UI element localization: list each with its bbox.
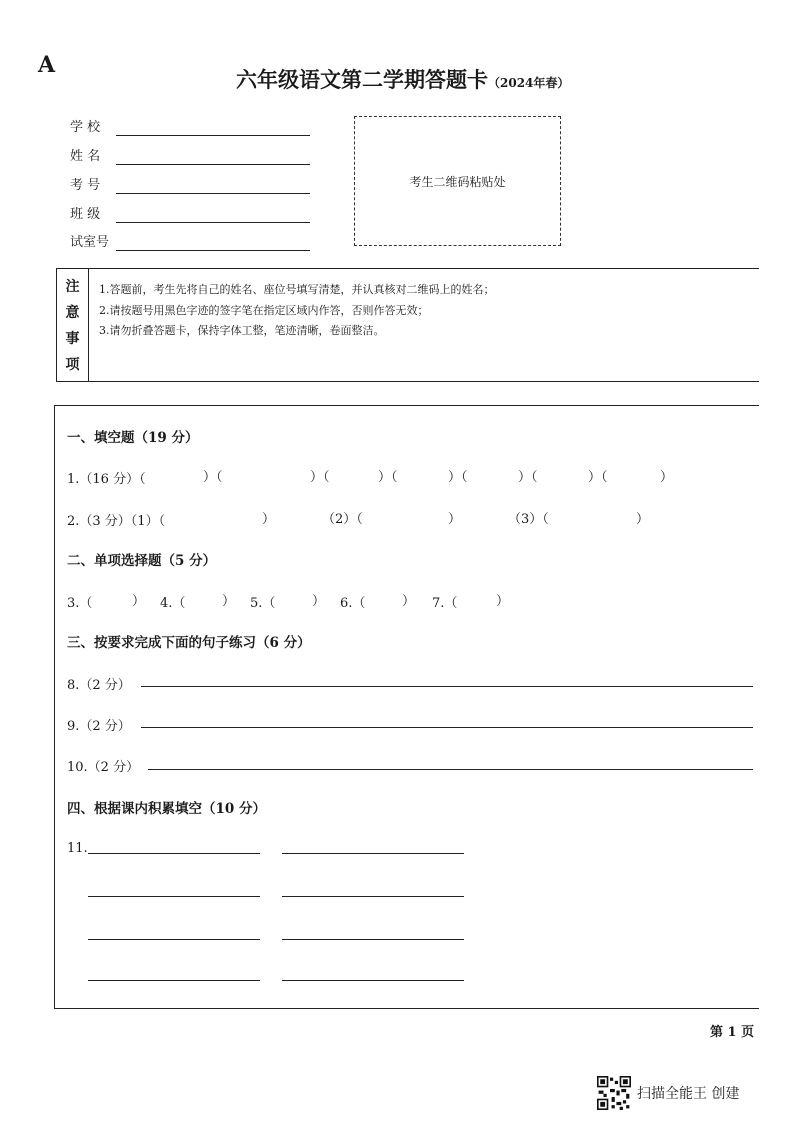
notice-item: 1.答题前，考生先将自己的姓名、座位号填写清楚，并认真核对二维码上的姓名； — [99, 283, 495, 296]
q2-label: 2.（3 分）（1）（ — [67, 514, 166, 529]
q10-answer-line[interactable] — [148, 769, 753, 770]
q9-answer-line[interactable] — [141, 727, 753, 728]
q4-label: 4.（ — [160, 596, 186, 611]
exam-room-field[interactable] — [70, 231, 310, 251]
q2-part3: （3）（ — [508, 512, 549, 527]
q11-blank[interactable] — [88, 853, 260, 854]
paper-version-label: A — [38, 52, 56, 78]
q8-answer-line[interactable] — [141, 686, 753, 687]
q8-label: 8.（2 分） — [67, 678, 131, 693]
q11-blank[interactable] — [282, 939, 464, 940]
exam-number-field[interactable] — [70, 174, 310, 194]
q6-close: ） — [402, 594, 416, 609]
notice-box — [56, 268, 759, 382]
q11-blank[interactable] — [88, 939, 260, 940]
school-label: 学 校 — [70, 120, 101, 135]
q1-blank-sep: ）（ — [203, 470, 223, 485]
q9-label: 9.（2 分） — [67, 719, 131, 734]
notice-heading — [57, 269, 89, 381]
q1-blank-sep: ）（ — [518, 470, 538, 485]
notice-heading-char: 意 — [65, 305, 80, 321]
qr-code-icon — [597, 1076, 631, 1110]
notice-heading-char: 项 — [65, 357, 80, 373]
page-number-value: 1 — [727, 1025, 737, 1040]
q11-label: 11. — [67, 841, 88, 856]
scanner-watermark — [597, 1075, 739, 1111]
notice-heading-char: 事 — [65, 331, 80, 347]
section-1-title: 一、填空题（19 分） — [67, 430, 199, 446]
q10-label: 10.（2 分） — [67, 760, 140, 775]
answer-area — [54, 405, 759, 1009]
q6-label: 6.（ — [340, 596, 366, 611]
section-2-title: 二、单项选择题（5 分） — [67, 553, 217, 569]
q1-label: 1.（16 分）（ — [67, 472, 146, 487]
q7-label: 7.（ — [432, 596, 458, 611]
q1-blank-sep: ）（ — [378, 470, 398, 485]
page-title — [236, 64, 569, 94]
title-term: （2024年春） — [488, 76, 570, 90]
q5-label: 5.（ — [250, 596, 276, 611]
q11-blank[interactable] — [88, 980, 260, 981]
exam-room-line — [116, 250, 310, 251]
q1-blank-sep: ） — [660, 470, 674, 485]
q11-blank[interactable] — [282, 896, 464, 897]
school-field[interactable] — [70, 116, 310, 136]
q1-blank-sep: ）（ — [588, 470, 608, 485]
q1-blank-sep: ）（ — [310, 470, 330, 485]
class-label: 班 级 — [70, 207, 101, 222]
notice-heading-char: 注 — [65, 279, 80, 295]
q7-close: ） — [496, 594, 510, 609]
exam-number-label: 考 号 — [70, 178, 101, 193]
q11-blank[interactable] — [88, 896, 260, 897]
class-line — [116, 222, 310, 223]
name-line — [116, 164, 310, 165]
page-prefix: 第 — [710, 1025, 724, 1040]
name-field[interactable] — [70, 145, 310, 165]
scanner-text: 扫描全能王 创建 — [637, 1086, 740, 1102]
q2-part1-close: ） — [262, 512, 276, 527]
section-4-title: 四、根据课内积累填空（10 分） — [67, 801, 266, 817]
exam-room-label: 试室号 — [70, 235, 110, 250]
page-suffix: 页 — [741, 1025, 755, 1040]
notice-item: 3.请勿折叠答题卡，保持字体工整，笔迹清晰，卷面整洁。 — [99, 324, 385, 337]
q2-part3-close: ） — [636, 512, 650, 527]
q1-blank-sep: ）（ — [448, 470, 468, 485]
title-main: 六年级语文第二学期答题卡 — [236, 67, 488, 92]
q3-label: 3.（ — [67, 596, 93, 611]
q11-blank[interactable] — [282, 853, 464, 854]
q3-close: ） — [132, 594, 146, 609]
q2-part2-close: ） — [448, 512, 462, 527]
page-number — [710, 1021, 754, 1040]
notice-item: 2.请按题号用黑色字迹的签字笔在指定区域内作答，否则作答无效； — [99, 304, 429, 317]
q4-close: ） — [222, 594, 236, 609]
section-3-title: 三、按要求完成下面的句子练习（6 分） — [67, 635, 311, 651]
exam-number-line — [116, 193, 310, 194]
q5-close: ） — [312, 594, 326, 609]
q11-blank[interactable] — [282, 980, 464, 981]
qr-sticker-label: 考生二维码粘贴处 — [409, 174, 506, 189]
qr-sticker-area — [354, 116, 561, 246]
name-label: 姓 名 — [70, 149, 101, 164]
class-field[interactable] — [70, 203, 310, 223]
q2-part2: （2）（ — [322, 512, 363, 527]
school-line — [116, 135, 310, 136]
